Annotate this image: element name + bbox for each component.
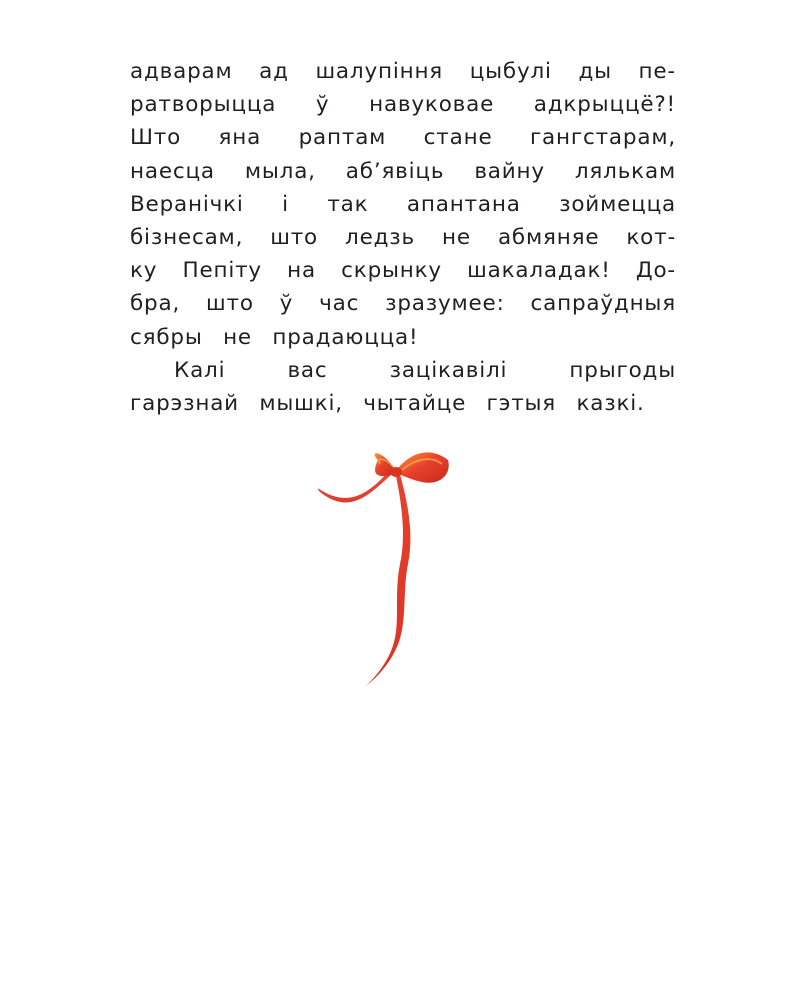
word: не xyxy=(442,224,471,250)
word: До- xyxy=(635,258,676,284)
word: чытайце xyxy=(363,390,467,416)
text-line xyxy=(130,188,676,221)
word: бізнесам, xyxy=(130,224,244,250)
word: прадаюцца! xyxy=(272,324,419,350)
text-line xyxy=(130,254,676,287)
word: ў xyxy=(279,291,294,317)
word: гэтыя xyxy=(486,390,557,416)
text-line xyxy=(130,88,676,121)
word: гангстарам, xyxy=(529,125,676,151)
word: вайну xyxy=(474,158,545,184)
word: кот- xyxy=(626,224,676,250)
word: на xyxy=(287,258,316,284)
body-text xyxy=(130,55,676,420)
text-line xyxy=(130,221,676,254)
word: не xyxy=(223,324,252,350)
word: зацікавілі xyxy=(389,357,508,383)
text-line xyxy=(130,354,676,387)
word: і xyxy=(282,191,289,217)
word: сябры xyxy=(130,324,203,350)
word: цыбулі xyxy=(469,59,552,84)
word: Пепіту xyxy=(182,258,262,284)
text-line xyxy=(130,155,676,188)
word: стане xyxy=(423,125,493,151)
word: лялькам xyxy=(574,158,676,184)
word: аб’явіць xyxy=(345,158,445,184)
word: так xyxy=(327,191,369,217)
word: зоймецца xyxy=(559,191,676,217)
word: ратворыцца xyxy=(130,92,277,118)
word: адварам xyxy=(130,59,233,84)
word: ў xyxy=(315,92,330,118)
word: Калі xyxy=(174,357,226,383)
word: што xyxy=(270,224,318,250)
text-line xyxy=(130,121,676,154)
ribbon-bow-icon xyxy=(310,444,470,694)
word: гарэзнай xyxy=(130,390,239,416)
text-line xyxy=(130,387,676,420)
word: наесца xyxy=(130,158,215,184)
word: яна xyxy=(218,125,262,151)
word: навуковае xyxy=(369,92,495,118)
word: шакаладак! xyxy=(467,258,611,284)
word: скрынку xyxy=(341,258,442,284)
word: раптам xyxy=(298,125,387,151)
word: вас xyxy=(287,357,328,383)
text-line xyxy=(130,321,676,354)
word: пе- xyxy=(638,59,676,84)
word: сапраўдныя xyxy=(530,291,676,317)
word: Веранічкі xyxy=(130,191,244,217)
word: ад xyxy=(259,59,289,84)
word: казкі. xyxy=(576,390,645,416)
word: шалупіння xyxy=(315,59,444,84)
word: час xyxy=(319,291,360,317)
word: адкрыццё?! xyxy=(533,92,676,118)
word: абмяняе xyxy=(497,224,600,250)
word: Што xyxy=(130,125,182,151)
word: зразумее: xyxy=(385,291,505,317)
word: бра, xyxy=(130,291,181,317)
word: ледзь xyxy=(345,224,415,250)
word: ку xyxy=(130,258,158,284)
text-line xyxy=(130,55,676,88)
word: што xyxy=(206,291,254,317)
word: мышкі, xyxy=(259,390,343,416)
text-line xyxy=(130,287,676,320)
word: ды xyxy=(578,59,612,84)
word: апантана xyxy=(406,191,521,217)
word: прыгоды xyxy=(569,357,676,383)
word: мыла, xyxy=(244,158,316,184)
